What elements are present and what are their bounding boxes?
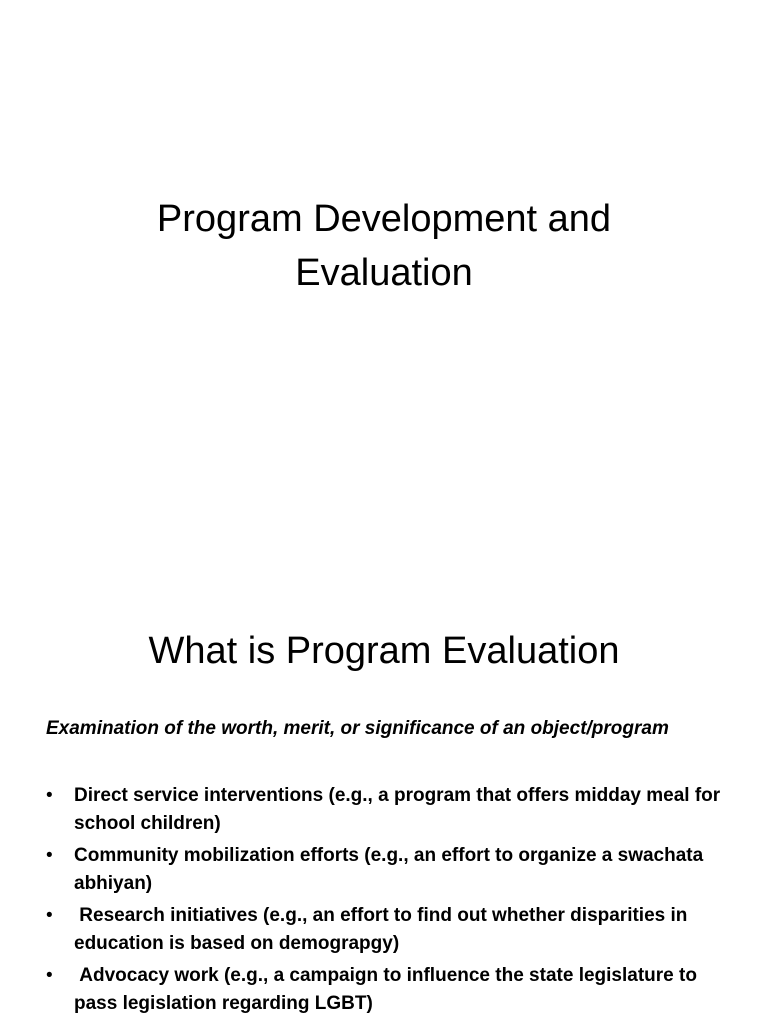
list-item [46,902,726,958]
bullet-text: Direct service interventions (e.g., a program that offers midday meal for school children) [74,785,721,834]
bullet-icon: • [46,965,53,986]
title-line-1: Program Development and [156,198,612,240]
bullet-text: Research initiatives (e.g., an effort to find out whether disparities in education is based on demograpgy) [74,905,693,954]
slide-program-evaluation [0,576,768,1024]
slide-title-heading [0,192,768,300]
list-item [46,962,726,1018]
definition-text: Examination of the worth, merit, or significance of an object/program [46,718,669,739]
bullet-icon: • [46,785,53,806]
bullet-list [46,782,726,1022]
title-line-2: Evaluation [295,252,473,294]
list-item [46,782,726,838]
bullet-icon: • [46,905,53,926]
bullet-text: Community mobilization efforts (e.g., an effort to organize a swachata abhiyan) [74,845,704,894]
bullet-icon: • [46,845,53,866]
bullet-text: Advocacy work (e.g., a campaign to influence the state legislature to pass legislation regarding LGBT) [74,965,703,1014]
list-item [46,842,726,898]
slide-heading: What is Program Evaluation [148,630,620,672]
